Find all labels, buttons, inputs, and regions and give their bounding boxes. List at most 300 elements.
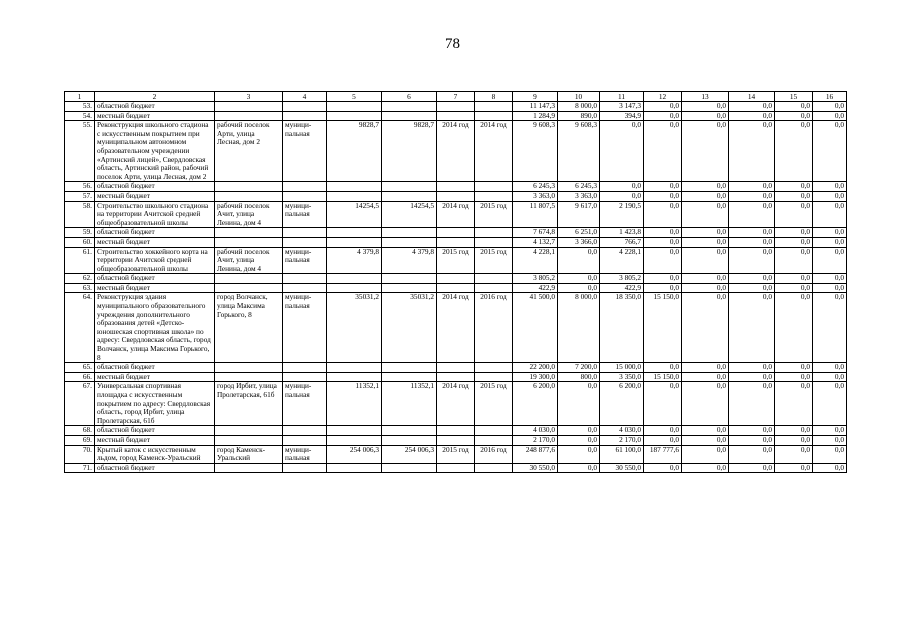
- remaining-cost-cell: 14254,5: [382, 201, 437, 228]
- funding-year-2018-cell: 0,0: [729, 182, 775, 192]
- funding-year-2018-cell: 0,0: [729, 191, 775, 201]
- funding-year-2019-cell: 0,0: [775, 247, 813, 274]
- row-number-cell: 53.: [65, 102, 95, 112]
- column-number-header: 8: [475, 92, 513, 102]
- estimated-cost-cell: [327, 182, 382, 192]
- row-number-cell: 55.: [65, 121, 95, 182]
- funding-year-2015-cell: 18 350,0: [600, 293, 644, 363]
- funding-year-2016-cell: 0,0: [644, 111, 682, 121]
- funding-year-2019-cell: 0,0: [775, 426, 813, 436]
- remaining-cost-cell: [382, 228, 437, 238]
- remaining-cost-cell: [382, 111, 437, 121]
- end-year-cell: [475, 372, 513, 382]
- funding-year-2017-cell: 0,0: [682, 237, 729, 247]
- object-address-cell: город Ирбит, улица Пролетарская, 61б: [215, 382, 283, 426]
- funding-year-2014-cell: 800,0: [558, 372, 600, 382]
- funding-year-2017-cell: 0,0: [682, 182, 729, 192]
- end-year-cell: 2015 год: [475, 201, 513, 228]
- start-year-cell: [437, 463, 475, 473]
- funding-year-2018-cell: 0,0: [729, 121, 775, 182]
- funding-year-2017-cell: 0,0: [682, 228, 729, 238]
- start-year-cell: [437, 182, 475, 192]
- remaining-cost-cell: 11352,1: [382, 382, 437, 426]
- object-address-cell: [215, 102, 283, 112]
- estimated-cost-cell: 14254,5: [327, 201, 382, 228]
- row-number-cell: 71.: [65, 463, 95, 473]
- row-number-cell: 68.: [65, 426, 95, 436]
- column-number-header: 12: [644, 92, 682, 102]
- start-year-cell: 2014 год: [437, 382, 475, 426]
- row-number-cell: 65.: [65, 363, 95, 373]
- funding-year-2020-cell: 0,0: [813, 293, 847, 363]
- estimated-cost-cell: [327, 363, 382, 373]
- ownership-form-cell: муници-пальная: [283, 121, 327, 182]
- item-name-cell: местный бюджет: [95, 283, 215, 293]
- funding-year-2017-cell: 0,0: [682, 201, 729, 228]
- table-row: [65, 426, 847, 436]
- remaining-cost-cell: [382, 372, 437, 382]
- estimated-cost-cell: [327, 111, 382, 121]
- estimated-cost-cell: [327, 463, 382, 473]
- funding-year-2017-cell: 0,0: [682, 111, 729, 121]
- ownership-form-cell: [283, 191, 327, 201]
- item-name-cell: местный бюджет: [95, 435, 215, 445]
- funding-year-2014-cell: 0,0: [558, 463, 600, 473]
- item-name-cell: Строительство школьного стадиона на территории Ачитской средней общеобразовательной школы: [95, 201, 215, 228]
- object-address-cell: город Каменск-Уральский: [215, 445, 283, 463]
- start-year-cell: [437, 228, 475, 238]
- row-number-cell: 69.: [65, 435, 95, 445]
- funding-year-2016-cell: 0,0: [644, 247, 682, 274]
- end-year-cell: [475, 363, 513, 373]
- remaining-cost-cell: [382, 274, 437, 284]
- item-name-cell: областной бюджет: [95, 426, 215, 436]
- funding-year-2016-cell: 0,0: [644, 237, 682, 247]
- row-number-cell: 62.: [65, 274, 95, 284]
- funding-year-2018-cell: 0,0: [729, 102, 775, 112]
- end-year-cell: [475, 102, 513, 112]
- table-row: [65, 382, 847, 426]
- remaining-cost-cell: 9828,7: [382, 121, 437, 182]
- ownership-form-cell: [283, 283, 327, 293]
- funding-year-2019-cell: 0,0: [775, 182, 813, 192]
- item-name-cell: местный бюджет: [95, 372, 215, 382]
- estimated-cost-cell: 4 379,8: [327, 247, 382, 274]
- funding-year-2015-cell: 0,0: [600, 191, 644, 201]
- column-number-header: 9: [513, 92, 558, 102]
- column-number-header: 16: [813, 92, 847, 102]
- funding-year-2019-cell: 0,0: [775, 463, 813, 473]
- ownership-form-cell: [283, 463, 327, 473]
- object-address-cell: [215, 283, 283, 293]
- estimated-cost-cell: [327, 228, 382, 238]
- funding-year-2019-cell: 0,0: [775, 121, 813, 182]
- funding-year-2019-cell: 0,0: [775, 274, 813, 284]
- item-name-cell: областной бюджет: [95, 182, 215, 192]
- total-funding-cell: 11 807,5: [513, 201, 558, 228]
- estimated-cost-cell: 11352,1: [327, 382, 382, 426]
- funding-year-2019-cell: 0,0: [775, 102, 813, 112]
- end-year-cell: 2016 год: [475, 445, 513, 463]
- column-number-header: 3: [215, 92, 283, 102]
- total-funding-cell: 7 674,8: [513, 228, 558, 238]
- funding-year-2020-cell: 0,0: [813, 435, 847, 445]
- estimated-cost-cell: [327, 274, 382, 284]
- ownership-form-cell: [283, 111, 327, 121]
- remaining-cost-cell: [382, 283, 437, 293]
- table-row: [65, 201, 847, 228]
- funding-year-2014-cell: 0,0: [558, 382, 600, 426]
- start-year-cell: [437, 102, 475, 112]
- table-row: [65, 121, 847, 182]
- funding-year-2015-cell: 422,9: [600, 283, 644, 293]
- item-name-cell: местный бюджет: [95, 111, 215, 121]
- estimated-cost-cell: [327, 426, 382, 436]
- estimated-cost-cell: 254 006,3: [327, 445, 382, 463]
- end-year-cell: [475, 182, 513, 192]
- funding-year-2016-cell: 0,0: [644, 121, 682, 182]
- funding-year-2016-cell: 0,0: [644, 426, 682, 436]
- funding-year-2020-cell: 0,0: [813, 182, 847, 192]
- table-body: [65, 102, 847, 473]
- funding-year-2015-cell: 3 350,0: [600, 372, 644, 382]
- estimated-cost-cell: [327, 283, 382, 293]
- end-year-cell: 2014 год: [475, 121, 513, 182]
- row-number-cell: 57.: [65, 191, 95, 201]
- column-number-header: 4: [283, 92, 327, 102]
- estimated-cost-cell: [327, 435, 382, 445]
- row-number-cell: 54.: [65, 111, 95, 121]
- funding-year-2016-cell: 0,0: [644, 201, 682, 228]
- column-number-header: 11: [600, 92, 644, 102]
- funding-year-2018-cell: 0,0: [729, 228, 775, 238]
- start-year-cell: [437, 435, 475, 445]
- funding-year-2020-cell: 0,0: [813, 372, 847, 382]
- object-address-cell: рабочий поселок Ачит, улица Ленина, дом 4: [215, 201, 283, 228]
- page-number: 78: [445, 36, 460, 52]
- ownership-form-cell: [283, 363, 327, 373]
- funding-year-2017-cell: 0,0: [682, 283, 729, 293]
- ownership-form-cell: [283, 426, 327, 436]
- end-year-cell: 2015 год: [475, 247, 513, 274]
- funding-year-2016-cell: 0,0: [644, 463, 682, 473]
- object-address-cell: рабочий поселок Арти, улица Лесная, дом 2: [215, 121, 283, 182]
- funding-year-2014-cell: 0,0: [558, 445, 600, 463]
- funding-year-2017-cell: 0,0: [682, 426, 729, 436]
- funding-year-2018-cell: 0,0: [729, 274, 775, 284]
- funding-year-2014-cell: 0,0: [558, 274, 600, 284]
- ownership-form-cell: муници-пальная: [283, 445, 327, 463]
- funding-year-2014-cell: 3 363,0: [558, 191, 600, 201]
- total-funding-cell: 22 200,0: [513, 363, 558, 373]
- table-row: [65, 237, 847, 247]
- row-number-cell: 56.: [65, 182, 95, 192]
- column-number-header: 14: [729, 92, 775, 102]
- ownership-form-cell: [283, 237, 327, 247]
- funding-year-2016-cell: 0,0: [644, 182, 682, 192]
- table-row: [65, 182, 847, 192]
- funding-year-2014-cell: 3 366,0: [558, 237, 600, 247]
- table-row: [65, 372, 847, 382]
- funding-year-2018-cell: 0,0: [729, 111, 775, 121]
- table-row: [65, 274, 847, 284]
- end-year-cell: [475, 191, 513, 201]
- funding-year-2014-cell: 6 245,3: [558, 182, 600, 192]
- end-year-cell: 2015 год: [475, 382, 513, 426]
- ownership-form-cell: [283, 274, 327, 284]
- remaining-cost-cell: 254 006,3: [382, 445, 437, 463]
- table-row: [65, 228, 847, 238]
- table-row: [65, 247, 847, 274]
- ownership-form-cell: [283, 182, 327, 192]
- funding-year-2017-cell: 0,0: [682, 363, 729, 373]
- ownership-form-cell: муници-пальная: [283, 382, 327, 426]
- table-row: [65, 283, 847, 293]
- funding-year-2014-cell: 7 200,0: [558, 363, 600, 373]
- funding-year-2016-cell: 0,0: [644, 274, 682, 284]
- remaining-cost-cell: [382, 426, 437, 436]
- funding-year-2020-cell: 0,0: [813, 228, 847, 238]
- funding-year-2020-cell: 0,0: [813, 382, 847, 426]
- start-year-cell: [437, 363, 475, 373]
- item-name-cell: Крытый каток с искусственным льдом, город Каменск-Уральский: [95, 445, 215, 463]
- funding-year-2017-cell: 0,0: [682, 372, 729, 382]
- funding-year-2019-cell: 0,0: [775, 283, 813, 293]
- start-year-cell: 2014 год: [437, 293, 475, 363]
- funding-year-2015-cell: 61 100,0: [600, 445, 644, 463]
- total-funding-cell: 41 500,0: [513, 293, 558, 363]
- start-year-cell: [437, 283, 475, 293]
- item-name-cell: Реконструкция школьного стадиона с искусственным покрытием при муниципальном автономном образовательном учреждении «Артинский лицей», Свердловская область, Артинский район, рабочий поселок Арти, улица Лесная, дом 2: [95, 121, 215, 182]
- column-number-header: 2: [95, 92, 215, 102]
- funding-year-2014-cell: 9 617,0: [558, 201, 600, 228]
- start-year-cell: [437, 237, 475, 247]
- total-funding-cell: 30 550,0: [513, 463, 558, 473]
- funding-year-2019-cell: 0,0: [775, 228, 813, 238]
- funding-year-2020-cell: 0,0: [813, 283, 847, 293]
- funding-year-2019-cell: 0,0: [775, 111, 813, 121]
- funding-year-2015-cell: 0,0: [600, 182, 644, 192]
- total-funding-cell: 1 284,9: [513, 111, 558, 121]
- funding-year-2019-cell: 0,0: [775, 363, 813, 373]
- item-name-cell: Универсальная спортивная площадка с искусственным покрытием по адресу: Свердловская область, город Ирбит, улица Пролетарская, 61б: [95, 382, 215, 426]
- funding-year-2020-cell: 0,0: [813, 111, 847, 121]
- object-address-cell: [215, 274, 283, 284]
- column-number-header: 10: [558, 92, 600, 102]
- item-name-cell: областной бюджет: [95, 274, 215, 284]
- funding-year-2014-cell: 9 608,3: [558, 121, 600, 182]
- funding-year-2015-cell: 3 147,3: [600, 102, 644, 112]
- funding-year-2018-cell: 0,0: [729, 382, 775, 426]
- funding-year-2019-cell: 0,0: [775, 372, 813, 382]
- funding-year-2015-cell: 3 805,2: [600, 274, 644, 284]
- funding-year-2015-cell: 0,0: [600, 121, 644, 182]
- funding-year-2019-cell: 0,0: [775, 201, 813, 228]
- funding-year-2018-cell: 0,0: [729, 283, 775, 293]
- table-row: [65, 102, 847, 112]
- total-funding-cell: 19 300,0: [513, 372, 558, 382]
- end-year-cell: 2016 год: [475, 293, 513, 363]
- funding-year-2018-cell: 0,0: [729, 435, 775, 445]
- funding-year-2020-cell: 0,0: [813, 247, 847, 274]
- column-number-header: 6: [382, 92, 437, 102]
- funding-year-2020-cell: 0,0: [813, 121, 847, 182]
- remaining-cost-cell: [382, 237, 437, 247]
- item-name-cell: местный бюджет: [95, 191, 215, 201]
- funding-year-2017-cell: 0,0: [682, 191, 729, 201]
- end-year-cell: [475, 274, 513, 284]
- total-funding-cell: 422,9: [513, 283, 558, 293]
- funding-year-2016-cell: 0,0: [644, 435, 682, 445]
- start-year-cell: [437, 191, 475, 201]
- item-name-cell: областной бюджет: [95, 102, 215, 112]
- funding-year-2014-cell: 0,0: [558, 426, 600, 436]
- funding-year-2017-cell: 0,0: [682, 382, 729, 426]
- funding-year-2020-cell: 0,0: [813, 191, 847, 201]
- end-year-cell: [475, 463, 513, 473]
- remaining-cost-cell: [382, 435, 437, 445]
- object-address-cell: [215, 435, 283, 445]
- funding-year-2015-cell: 1 423,8: [600, 228, 644, 238]
- funding-year-2018-cell: 0,0: [729, 445, 775, 463]
- object-address-cell: [215, 363, 283, 373]
- remaining-cost-cell: [382, 363, 437, 373]
- funding-year-2017-cell: 0,0: [682, 102, 729, 112]
- ownership-form-cell: [283, 435, 327, 445]
- start-year-cell: [437, 426, 475, 436]
- total-funding-cell: 9 608,3: [513, 121, 558, 182]
- funding-year-2018-cell: 0,0: [729, 463, 775, 473]
- table-row: [65, 363, 847, 373]
- funding-year-2015-cell: 4 030,0: [600, 426, 644, 436]
- row-number-cell: 70.: [65, 445, 95, 463]
- column-number-row: [65, 92, 847, 102]
- object-address-cell: [215, 182, 283, 192]
- funding-year-2019-cell: 0,0: [775, 382, 813, 426]
- funding-year-2014-cell: 890,0: [558, 111, 600, 121]
- funding-year-2018-cell: 0,0: [729, 426, 775, 436]
- table-row: [65, 191, 847, 201]
- start-year-cell: 2015 год: [437, 445, 475, 463]
- funding-year-2018-cell: 0,0: [729, 201, 775, 228]
- item-name-cell: областной бюджет: [95, 228, 215, 238]
- column-number-header: 5: [327, 92, 382, 102]
- funding-year-2014-cell: 8 000,0: [558, 102, 600, 112]
- funding-year-2019-cell: 0,0: [775, 435, 813, 445]
- start-year-cell: 2015 год: [437, 247, 475, 274]
- remaining-cost-cell: [382, 463, 437, 473]
- funding-year-2016-cell: 0,0: [644, 102, 682, 112]
- funding-year-2018-cell: 0,0: [729, 237, 775, 247]
- estimated-cost-cell: [327, 102, 382, 112]
- ownership-form-cell: [283, 372, 327, 382]
- estimated-cost-cell: 35031,2: [327, 293, 382, 363]
- funding-year-2016-cell: 15 150,0: [644, 293, 682, 363]
- remaining-cost-cell: 4 379,8: [382, 247, 437, 274]
- estimated-cost-cell: 9828,7: [327, 121, 382, 182]
- start-year-cell: [437, 111, 475, 121]
- end-year-cell: [475, 111, 513, 121]
- object-address-cell: [215, 191, 283, 201]
- funding-year-2016-cell: 0,0: [644, 382, 682, 426]
- end-year-cell: [475, 237, 513, 247]
- table-row: [65, 293, 847, 363]
- remaining-cost-cell: [382, 102, 437, 112]
- column-number-header: 7: [437, 92, 475, 102]
- total-funding-cell: 248 877,6: [513, 445, 558, 463]
- ownership-form-cell: муници-пальная: [283, 201, 327, 228]
- total-funding-cell: 6 245,3: [513, 182, 558, 192]
- funding-year-2020-cell: 0,0: [813, 274, 847, 284]
- funding-year-2017-cell: 0,0: [682, 293, 729, 363]
- funding-year-2019-cell: 0,0: [775, 293, 813, 363]
- row-number-cell: 66.: [65, 372, 95, 382]
- total-funding-cell: 11 147,3: [513, 102, 558, 112]
- end-year-cell: [475, 426, 513, 436]
- end-year-cell: [475, 228, 513, 238]
- funding-year-2019-cell: 0,0: [775, 191, 813, 201]
- funding-year-2020-cell: 0,0: [813, 102, 847, 112]
- remaining-cost-cell: [382, 182, 437, 192]
- funding-year-2015-cell: 2 170,0: [600, 435, 644, 445]
- item-name-cell: Строительство хоккейного корта на территории Ачитской средней общеобразовательной школы: [95, 247, 215, 274]
- funding-year-2020-cell: 0,0: [813, 363, 847, 373]
- table-row: [65, 111, 847, 121]
- funding-year-2019-cell: 0,0: [775, 445, 813, 463]
- funding-year-2016-cell: 187 777,6: [644, 445, 682, 463]
- remaining-cost-cell: 35031,2: [382, 293, 437, 363]
- funding-year-2017-cell: 0,0: [682, 463, 729, 473]
- funding-year-2015-cell: 30 550,0: [600, 463, 644, 473]
- funding-year-2015-cell: 4 228,1: [600, 247, 644, 274]
- start-year-cell: [437, 274, 475, 284]
- funding-year-2017-cell: 0,0: [682, 247, 729, 274]
- object-address-cell: [215, 237, 283, 247]
- table-row: [65, 463, 847, 473]
- funding-year-2020-cell: 0,0: [813, 201, 847, 228]
- total-funding-cell: 3 805,2: [513, 274, 558, 284]
- remaining-cost-cell: [382, 191, 437, 201]
- funding-year-2015-cell: 6 200,0: [600, 382, 644, 426]
- estimated-cost-cell: [327, 237, 382, 247]
- column-number-header: 15: [775, 92, 813, 102]
- ownership-form-cell: [283, 102, 327, 112]
- total-funding-cell: 4 132,7: [513, 237, 558, 247]
- row-number-cell: 63.: [65, 283, 95, 293]
- object-address-cell: [215, 111, 283, 121]
- funding-year-2014-cell: 0,0: [558, 247, 600, 274]
- row-number-cell: 67.: [65, 382, 95, 426]
- object-address-cell: [215, 372, 283, 382]
- funding-year-2018-cell: 0,0: [729, 363, 775, 373]
- funding-year-2015-cell: 2 190,5: [600, 201, 644, 228]
- total-funding-cell: 2 170,0: [513, 435, 558, 445]
- funding-year-2017-cell: 0,0: [682, 274, 729, 284]
- column-number-header: 1: [65, 92, 95, 102]
- funding-year-2016-cell: 0,0: [644, 363, 682, 373]
- total-funding-cell: 6 200,0: [513, 382, 558, 426]
- funding-year-2014-cell: 6 251,0: [558, 228, 600, 238]
- start-year-cell: [437, 372, 475, 382]
- object-address-cell: [215, 463, 283, 473]
- row-number-cell: 58.: [65, 201, 95, 228]
- funding-year-2016-cell: 0,0: [644, 283, 682, 293]
- funding-year-2017-cell: 0,0: [682, 121, 729, 182]
- start-year-cell: 2014 год: [437, 201, 475, 228]
- end-year-cell: [475, 283, 513, 293]
- funding-year-2016-cell: 0,0: [644, 191, 682, 201]
- object-address-cell: [215, 228, 283, 238]
